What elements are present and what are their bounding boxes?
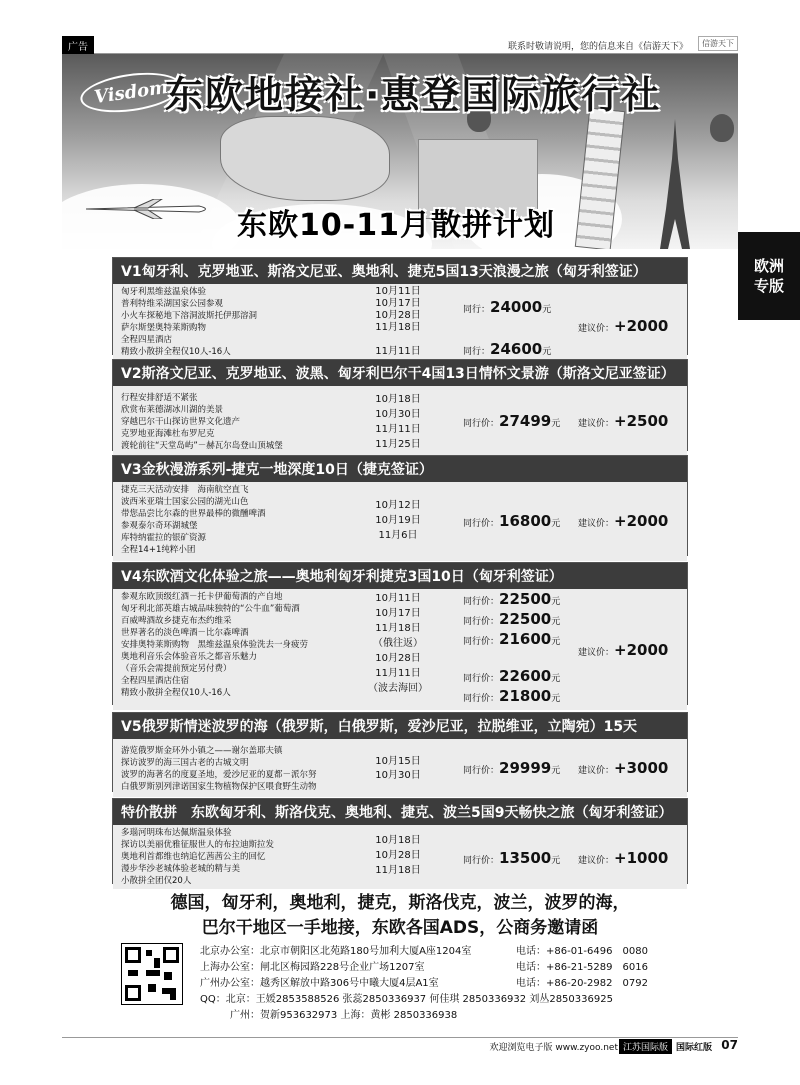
date-item: 10月28日	[375, 653, 421, 664]
office-row: 广州办公室：越秀区解放中路306号中曦大厦4层A1室 电话：+86-20-2982 0792	[200, 978, 648, 989]
peer-price: 同行价：27499元	[463, 412, 561, 430]
date-item: 10月11日	[375, 286, 421, 297]
date-item: 10月30日	[375, 409, 421, 420]
date-item: 10月28日	[375, 310, 421, 321]
tour-box-v1	[112, 257, 688, 358]
date-item: 11月18日	[375, 865, 421, 876]
country-line: 巴尔干地区一手地接，东欧各国ADS，公商务邀请函	[201, 918, 599, 938]
list-item: 小散拼全团仅20人	[121, 876, 192, 886]
peer-price: 同行价：22500元	[463, 590, 561, 608]
date-item: 10月17日	[375, 298, 421, 309]
europe-map	[220, 116, 390, 201]
tour-box-special	[112, 798, 688, 884]
qr-code	[121, 943, 183, 1005]
date-item: （俄往返）	[373, 638, 423, 649]
contact-note: 联系时敬请说明，您的信息来自《信游天下》	[507, 42, 688, 52]
tour-box-v2	[112, 359, 688, 451]
tour-dates	[368, 286, 428, 358]
suggested-price: 建议价：+2000	[578, 641, 669, 659]
country-list	[112, 891, 688, 941]
date-item	[368, 334, 428, 346]
peer-price-list	[463, 591, 560, 708]
list-item: 奥地利音乐会体验音乐之都音乐魅力	[121, 652, 258, 662]
peer-price: 同行价：21800元	[463, 687, 561, 705]
eiffel-tower-icon	[660, 119, 690, 249]
balloon-icon	[710, 114, 734, 142]
tour-title: V4东欧酒文化体验之旅——奥地利匈牙利捷克3国10日（匈牙利签证）	[113, 563, 687, 589]
list-item: 匈牙利黑维兹温泉体验	[121, 287, 207, 297]
list-item: 波西米亚瑞士国家公园的湖光山色	[121, 497, 249, 507]
section-tab	[738, 232, 800, 320]
list-item: 全程四星酒店住宿	[121, 676, 190, 686]
list-item: 精致小散拼全程仅10人-16人	[121, 688, 231, 698]
peer-price: 同行：24600元	[463, 340, 552, 358]
list-item: 穿越巴尔干山探访世界文化遗产	[121, 417, 241, 427]
tour-dates	[368, 392, 428, 452]
page-number: 07	[721, 1038, 738, 1052]
list-item: 漫步华沙老城体验老城的精与美	[121, 864, 241, 874]
office-list	[200, 944, 700, 1024]
office-row: 上海办公室：闸北区梅园路228号企业广场1207室 电话：+86-21-5289 6016	[200, 962, 648, 973]
list-item: 奥地利首都维也纳追忆茜茜公主的回忆	[121, 852, 266, 862]
list-item: （音乐会需提前预定另付费）	[121, 664, 232, 674]
list-item: 百威啤酒故乡捷克布杰约维采	[121, 616, 232, 626]
tour-box-v3	[112, 455, 688, 556]
date-item: 11月11日	[375, 668, 421, 679]
office-row: 北京办公室：北京市朝阳区北苑路180号加利大厦A座1204室 电话：+86-01-6496 0080	[200, 946, 648, 957]
footer-link-text[interactable]: 欢迎浏览电子版 www.zyoo.net	[489, 1043, 618, 1053]
hero-banner	[62, 54, 738, 249]
list-item: 世界著名的淡色啤酒－比尔森啤酒	[121, 628, 249, 638]
list-item: 波罗的海著名的度夏圣地，爱沙尼亚的夏都－派尔努	[121, 770, 317, 780]
edition-label: 国际红版	[675, 1043, 712, 1053]
list-item: 渡轮前往“天堂岛屿”－赫瓦尔岛登山顶城堡	[121, 441, 283, 451]
suggested-price: 建议价：+1000	[578, 849, 669, 867]
list-item: 捷克三天活动安排 海南航空直飞	[121, 485, 249, 495]
peer-price: 同行价：13500元	[463, 849, 561, 867]
publisher-logo: 信游天下	[698, 36, 738, 51]
date-item: 10月17日	[375, 608, 421, 619]
tour-items	[121, 484, 266, 556]
peer-price: 同行价：22500元	[463, 610, 561, 628]
list-item: 精致小散拼全程仅10人-16人	[121, 347, 231, 357]
date-item: 10月19日	[375, 515, 421, 526]
plan-title: 东欧10-11月散拼计划	[237, 208, 555, 243]
suggested-price: 建议价：+2000	[578, 512, 669, 530]
tour-items	[121, 745, 317, 793]
date-item: 11月18日	[375, 322, 421, 333]
peer-price: 同行价：16800元	[463, 512, 561, 530]
date-item: 10月15日	[375, 756, 421, 767]
tour-dates	[368, 498, 428, 543]
date-item: 10月11日	[375, 593, 421, 604]
list-item: 萨尔斯堡奥特莱斯购物	[121, 323, 207, 333]
list-item: 匈牙利北部英雄古城品味独特的“公牛血”葡萄酒	[121, 604, 300, 614]
tour-items	[121, 286, 257, 358]
date-item: 10月12日	[375, 500, 421, 511]
tour-items	[121, 392, 283, 452]
list-item: 克罗地亚海滩杜布罗尼克	[121, 429, 215, 439]
date-item: 10月18日	[375, 394, 421, 405]
top-strip	[62, 36, 738, 54]
list-item: 多瑙河明珠布达佩斯温泉体验	[121, 828, 232, 838]
airplane-icon	[84, 199, 214, 219]
list-item: 全程14+1纯粹小团	[121, 545, 196, 555]
brand-logo: Visdom	[78, 67, 184, 118]
list-item: 全程四星酒店	[121, 335, 173, 345]
list-item: 行程安排舒适不紧张	[121, 393, 198, 403]
tour-title: V2斯洛文尼亚、克罗地亚、波黑、匈牙利巴尔干4国13日情怀文景游（斯洛文尼亚签证）	[113, 360, 687, 386]
date-item: 11月25日	[375, 439, 421, 450]
peer-price: 同行：24000元	[463, 298, 552, 316]
peer-price: 同行价：29999元	[463, 759, 561, 777]
tour-box-v4	[112, 562, 688, 705]
suggested-price: 建议价：+2500	[578, 412, 669, 430]
suggested-price: 建议价：+2000	[578, 317, 669, 335]
date-item: （波去海回）	[368, 683, 428, 694]
list-item: 游览俄罗斯金环外小镇之——谢尔盖耶夫镇	[121, 746, 283, 756]
tour-title: V5俄罗斯情迷波罗的海（俄罗斯，白俄罗斯，爱沙尼亚，拉脱维亚，立陶宛）15天	[113, 713, 687, 739]
tour-box-v5	[112, 712, 688, 792]
date-item: 11月6日	[378, 530, 418, 541]
tour-title: 特价散拼 东欧匈牙利、斯洛伐克、奥地利、捷克、波兰5国9天畅快之旅（匈牙利签证）	[113, 799, 687, 825]
list-item: 带您品尝比尔森的世界最棒的微醺啤酒	[121, 509, 266, 519]
tour-items	[121, 827, 274, 887]
date-item: 11月18日	[375, 623, 421, 634]
date-item: 10月18日	[375, 835, 421, 846]
office-row: QQ：北京：王媛2853588526 张蕊2850336937 何佳琪 2850336932 刘丛2850336925	[200, 994, 613, 1005]
tour-dates	[368, 833, 428, 878]
list-item: 参观泰尔奇环湖城堡	[121, 521, 198, 531]
tour-dates	[368, 755, 428, 783]
country-line: 德国，匈牙利，奥地利，捷克，斯洛伐克，波兰，波罗的海，	[170, 893, 630, 913]
list-item: 探访波罗的海三国古老的古城文明	[121, 758, 249, 768]
tour-dates	[368, 591, 428, 696]
edition-badge: 江苏国际版	[619, 1039, 672, 1054]
list-item: 欣赏布莱德湖冰川湖的美景	[121, 405, 224, 415]
section-tab-label: 欧洲专版	[753, 257, 784, 295]
list-item: 库特纳霍拉的银矿资源	[121, 533, 207, 543]
list-item: 探访以美丽优雅征服世人的布拉迪斯拉发	[121, 840, 275, 850]
list-item: 安排奥特莱斯购物 黑维兹温泉体验洗去一身疲劳	[121, 640, 309, 650]
list-item: 白俄罗斯别列津诺国家生物植物保护区喂食野生动物	[121, 782, 317, 792]
tour-items	[121, 591, 308, 699]
date-item: 10月30日	[375, 770, 421, 781]
peer-price: 同行价：22600元	[463, 667, 561, 685]
list-item: 普利特维采湖国家公园参观	[121, 299, 224, 309]
ad-label: 广告	[62, 36, 94, 55]
office-row: 广州：贺新953632973 上海：黄彬 2850336938	[200, 1010, 458, 1021]
peer-price: 同行价：21600元	[463, 630, 561, 648]
list-item: 小火车探秘地下溶洞波斯托伊那溶洞	[121, 311, 258, 321]
date-item: 10月28日	[375, 850, 421, 861]
tour-title: V3金秋漫游系列-捷克一地深度10日（捷克签证）	[113, 456, 687, 482]
page-footer	[62, 1037, 738, 1053]
suggested-price: 建议价：+3000	[578, 759, 669, 777]
list-item: 参观东欧顶级红酒－托卡伊葡萄酒的产自地	[121, 592, 283, 602]
tour-title: V1匈牙利、克罗地亚、斯洛文尼亚、奥地利、捷克5国13天浪漫之旅（匈牙利签证）	[113, 258, 687, 284]
agency-title: 东欧地接社·惠登国际旅行社	[165, 73, 662, 117]
date-item: 11月11日	[375, 346, 421, 357]
date-item: 11月11日	[375, 424, 421, 435]
